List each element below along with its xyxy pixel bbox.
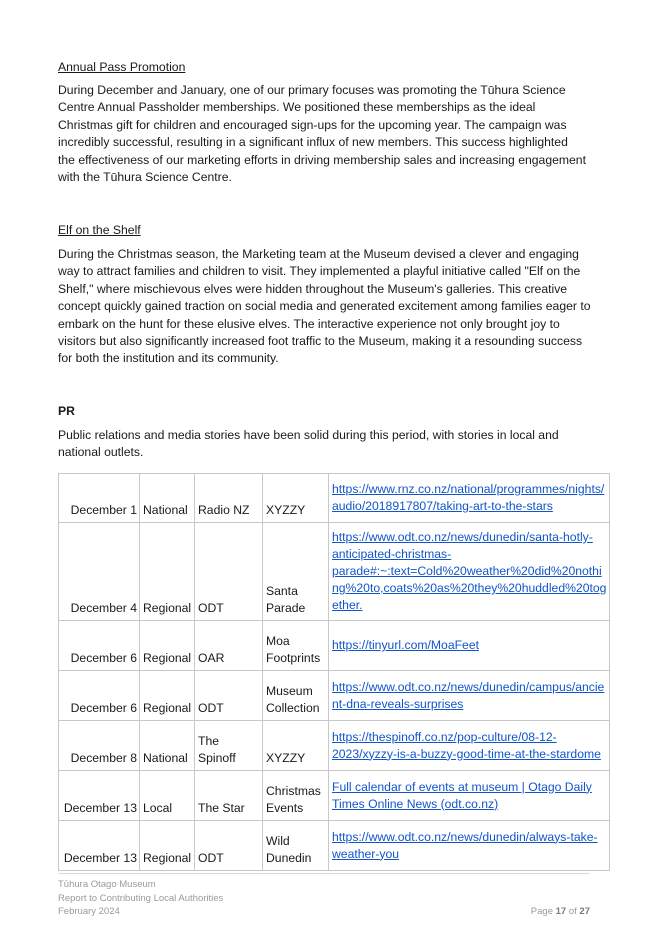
- section-body-pr: Public relations and media stories have been solid during this period, with stories in local and national outlets.: [58, 428, 559, 460]
- section-title-elf: Elf on the Shelf: [58, 223, 141, 237]
- cell-outlet: Radio NZ: [195, 474, 263, 523]
- cell-date: December 13: [59, 771, 140, 821]
- section-body-annual-pass: During December and January, one of our primary focuses was promoting the Tūhura Science Centre Annual Passholder memberships. We positioned these memberships as the ideal Christmas gift for children and encouraged sign-ups for the upcoming year. The campaign was incredibly successful, resulting in a significant influx of new members. This success highlighted the effectiveness of our marketing efforts in driving membership sales and increasing engagement with the Tūhura Science Centre.: [58, 83, 586, 185]
- table-row: [59, 621, 610, 671]
- footer-org: Tūhura Otago Museum: [58, 879, 156, 890]
- cell-scope: Regional: [140, 671, 195, 721]
- cell-outlet: ODT: [195, 671, 263, 721]
- cell-date: December 1: [59, 474, 140, 523]
- cell-link[interactable]: https://www.odt.co.nz/news/dunedin/always-take-weather-you: [329, 821, 610, 871]
- cell-outlet: The Star: [195, 771, 263, 821]
- page-current: 17: [555, 906, 567, 917]
- page-footer: [58, 873, 590, 919]
- cell-link[interactable]: Full calendar of events at museum | Otago Daily Times Online News (odt.co.nz): [329, 771, 610, 821]
- cell-scope: National: [140, 474, 195, 523]
- cell-link[interactable]: https://www.rnz.co.nz/national/programmes/nights/audio/2018917807/taking-art-to-the-stars: [329, 474, 610, 523]
- cell-link[interactable]: https://thespinoff.co.nz/pop-culture/08-12-2023/xyzzy-is-a-buzzy-good-time-at-the-stardome: [329, 721, 610, 771]
- cell-outlet: ODT: [195, 821, 263, 871]
- footer-report: Report to Contributing Local Authorities: [58, 892, 224, 904]
- cell-scope: Regional: [140, 621, 195, 671]
- cell-date: December 6: [59, 671, 140, 721]
- cell-date: December 8: [59, 721, 140, 771]
- table-row: [59, 523, 610, 621]
- section-title-pr: PR: [58, 404, 75, 418]
- cell-scope: National: [140, 721, 195, 771]
- cell-topic: Moa Footprints: [263, 621, 329, 671]
- section-body-elf: During the Christmas season, the Marketing team at the Museum devised a clever and engaging way to attract families and children to visit. They implemented a playful initiative called "Elf on the Shelf," where mischievous elves were hidden throughout the Museum's galleries. This creative concept quickly gained traction on social media and generated excitement among families eager to embark on the hunt for these elusive elves. The interactive experience not only brought joy to visitors but also significantly increased foot traffic to the Museum, making it a resounding success for both the institution and its community.: [58, 247, 591, 366]
- cell-scope: Regional: [140, 523, 195, 621]
- table-row: [59, 671, 610, 721]
- cell-scope: Regional: [140, 821, 195, 871]
- cell-link[interactable]: https://www.odt.co.nz/news/dunedin/santa-hotly-anticipated-christmas-parade#:~:text=Cold%20weather%20did%20nothing%20to,coats%20as%20they%20huddled%20together.: [329, 523, 610, 621]
- table-row: [59, 721, 610, 771]
- page-number: [531, 905, 590, 919]
- page-word: Page: [530, 906, 553, 917]
- cell-topic: Wild Dunedin: [263, 821, 329, 871]
- cell-link[interactable]: https://www.odt.co.nz/news/dunedin/campus/ancient-dna-reveals-surprises: [329, 671, 610, 721]
- cell-outlet: The Spinoff: [195, 721, 263, 771]
- cell-outlet: ODT: [195, 523, 263, 621]
- page-total: 27: [579, 906, 590, 917]
- pr-media-table: [58, 473, 610, 871]
- cell-topic: XYZZY: [263, 474, 329, 523]
- cell-topic: XYZZY: [263, 721, 329, 771]
- cell-date: December 13: [59, 821, 140, 871]
- cell-date: December 4: [59, 523, 140, 621]
- of-word: of: [568, 906, 577, 917]
- cell-topic: Christmas Events: [263, 771, 329, 821]
- table-row: [59, 474, 610, 523]
- cell-outlet: OAR: [195, 621, 263, 671]
- cell-date: December 6: [59, 621, 140, 671]
- section-title-annual-pass: Annual Pass Promotion: [58, 60, 186, 74]
- table-row: [59, 821, 610, 871]
- cell-link[interactable]: https://tinyurl.com/MoaFeet: [329, 621, 610, 671]
- cell-topic: Santa Parade: [263, 523, 329, 621]
- cell-topic: Museum Collection: [263, 671, 329, 721]
- footer-date: February 2024: [58, 906, 120, 917]
- table-row: [59, 771, 610, 821]
- cell-scope: Local: [140, 771, 195, 821]
